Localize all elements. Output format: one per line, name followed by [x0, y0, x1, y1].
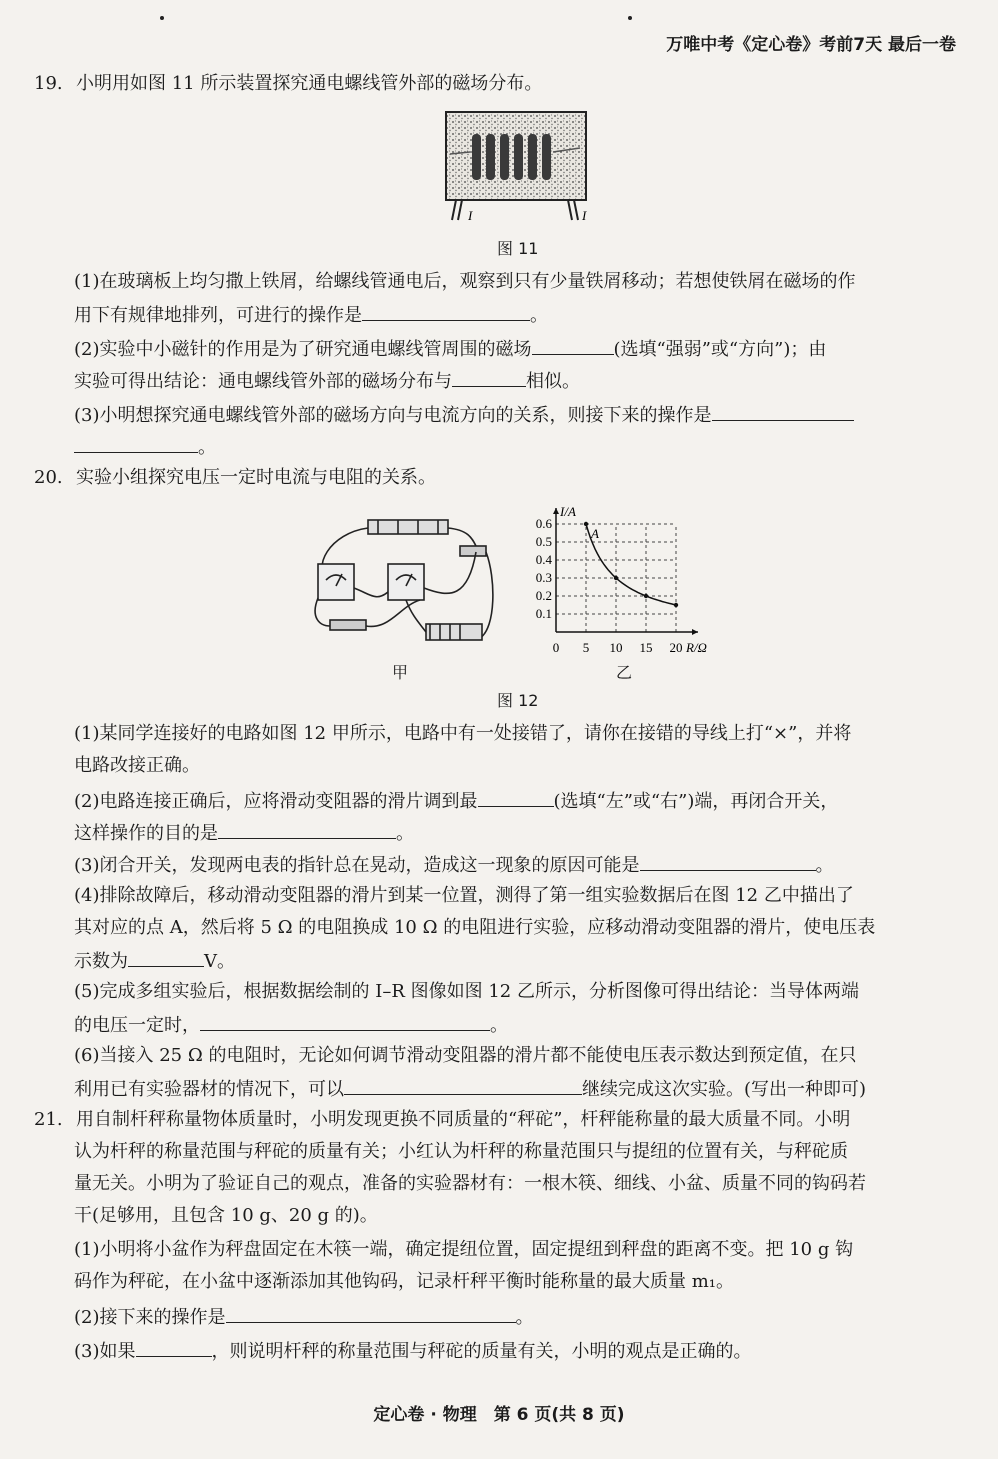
q20-part2-line1: (2)电路连接正确后，应将滑动变阻器的滑片调到最 (选填“左”或“右”)端，再闭合开关，: [74, 784, 958, 818]
q20-part1-line2: 电路改接正确。: [74, 755, 200, 776]
question-number: 19.: [34, 73, 63, 94]
figure-12-caption: 图 12: [497, 691, 539, 710]
q19-part1-line2: 用下有规律地排列，可进行的操作是 。: [74, 298, 958, 332]
q19-part2-line2: 实验可得出结论：通电螺线管外部的磁场分布与 相似。: [74, 364, 958, 398]
x-tick-label: 15: [639, 640, 653, 655]
q20-part2-line2: 这样操作的目的是 。: [74, 816, 958, 850]
figure-11-caption: 图 11: [497, 239, 539, 258]
y-tick-label: 0.3: [535, 570, 552, 585]
q21-part1-line1: (1)小明将小盆作为秤盘固定在木筷一端，确定提纽位置，固定提纽到秤盘的距离不变。把 10 g 钩: [74, 1239, 854, 1260]
q21-line3: 量无关。小明为了验证自己的观点，准备的实验器材有：一根木筷、细线、小盆、质量不同的钩码若: [74, 1173, 866, 1194]
answer-blank[interactable]: [200, 1008, 490, 1031]
question-number: 20.: [34, 467, 63, 488]
q20-part6-line2: 利用已有实验器材的情况下，可以 继续完成这次实验。(写出一种即可): [74, 1072, 958, 1106]
data-point: [614, 576, 618, 580]
q21-part3: (3)如果 ，则说明杆秤的称量范围与秤砣的质量有关，小明的观点是正确的。: [74, 1334, 958, 1368]
answer-blank[interactable]: [74, 430, 198, 453]
question-21-line1: 21. 用自制杆秤称量物体质量时，小明发现更换不同质量的“秤砣”，杆秤能称量的最大质量不同。小明: [34, 1104, 850, 1136]
q21-line2: 认为杆秤的称量范围与秤砣的质量有关；小红认为杆秤的称量范围只与提纽的位置有关，与秤砣质: [74, 1141, 848, 1162]
x-axis-arrow: [692, 629, 698, 635]
q20-part3: (3)闭合开关，发现两电表的指针总在晃动，造成这一现象的原因可能是 。: [74, 848, 958, 882]
solenoid-figure: [440, 108, 590, 228]
answer-blank[interactable]: [712, 398, 854, 421]
question-text: 小明用如图 11 所示装置探究通电螺线管外部的磁场分布。: [76, 73, 543, 94]
y-tick-label: 0.5: [535, 534, 552, 549]
y-tick-label: 0.1: [535, 606, 552, 621]
x-tick-label: 10: [609, 640, 623, 655]
q21-part2: (2)接下来的操作是 。: [74, 1300, 958, 1334]
answer-blank[interactable]: [136, 1334, 212, 1357]
figure-12-sub-a: 甲: [392, 663, 409, 682]
question-19-stem: [34, 68, 542, 100]
q19-part3-line1: (3)小明想探究通电螺线管外部的磁场方向与电流方向的关系，则接下来的操作是: [74, 398, 958, 432]
answer-blank[interactable]: [452, 364, 526, 387]
answer-blank[interactable]: [128, 944, 204, 967]
y-tick-label: 0.6: [535, 516, 552, 531]
answer-blank[interactable]: [344, 1072, 582, 1095]
current-label-left: I: [468, 208, 473, 223]
scan-speck: [160, 16, 164, 20]
question-number: 21.: [34, 1109, 63, 1130]
scan-speck: [628, 16, 632, 20]
y-tick-label: 0.2: [535, 588, 552, 603]
page-header: 万唯中考《定心卷》考前7天 最后一卷: [666, 35, 956, 55]
answer-blank[interactable]: [478, 784, 554, 807]
y-tick-label: 0.4: [535, 552, 552, 567]
question-text: 实验小组探究电压一定时电流与电阻的关系。: [76, 467, 436, 488]
q20-part4-line2: 其对应的点 A，然后将 5 Ω 的电阻换成 10 Ω 的电阻进行实验，应移动滑动变阻器的滑片，使电压表: [74, 917, 876, 938]
x-tick-label: 0: [552, 640, 560, 655]
page-footer: 定心卷 · 物理 第 6 页(共 8 页): [373, 1405, 625, 1425]
q20-part5-line2: 的电压一定时， 。: [74, 1008, 958, 1042]
q20-part4-line1: (4)排除故障后，移动滑动变阻器的滑片到某一位置，测得了第一组实验数据后在图 12 乙中描出了: [74, 885, 854, 906]
x-tick-label: 20: [669, 640, 683, 655]
figure-12-sub-b: 乙: [616, 663, 633, 682]
x-tick-label: 5: [582, 640, 590, 655]
question-20-stem: [34, 462, 436, 494]
answer-blank[interactable]: [362, 298, 530, 321]
data-point: [674, 603, 678, 607]
answer-blank[interactable]: [532, 332, 614, 355]
q20-part1-line1: (1)某同学连接好的电路如图 12 甲所示，电路中有一处接错了，请你在接错的导线上打“×”，并将: [74, 723, 852, 744]
q19-part2-line1: (2)实验中小磁针的作用是为了研究通电螺线管周围的磁场 (选填“强弱”或“方向”)；由: [74, 332, 958, 366]
current-label-right: I: [582, 208, 587, 223]
ir-graph: [518, 506, 738, 656]
q20-part4-line3: 示数为 V。: [74, 944, 958, 978]
q19-part1-line1: (1)在玻璃板上均匀撒上铁屑，给螺线管通电后，观察到只有少量铁屑移动；若想使铁屑在磁场的作: [74, 271, 856, 292]
x-axis-label: R/Ω: [686, 640, 707, 655]
answer-blank[interactable]: [218, 816, 396, 839]
point-a-label: A: [591, 526, 599, 541]
q21-part1-line2: 码作为秤砣，在小盆中逐渐添加其他钩码，记录杆秤平衡时能称量的最大质量 m₁。: [74, 1271, 735, 1292]
series-line: [586, 524, 676, 605]
data-point: [584, 522, 588, 526]
y-axis-arrow: [553, 508, 559, 514]
circuit-figure: [300, 508, 500, 658]
q19-part3-line2: 。: [74, 430, 958, 464]
answer-blank[interactable]: [226, 1300, 516, 1323]
q20-part5-line1: (5)完成多组实验后，根据数据绘制的 I–R 图像如图 12 乙所示，分析图像可得出结论：当导体两端: [74, 981, 859, 1002]
q21-line4: 干(足够用，且包含 10 g、20 g 的)。: [74, 1205, 378, 1226]
q20-part6-line1: (6)当接入 25 Ω 的电阻时，无论如何调节滑动变阻器的滑片都不能使电压表示数达到预定值，在只: [74, 1045, 857, 1066]
data-point: [644, 594, 648, 598]
y-axis-label: I/A: [560, 506, 576, 519]
answer-blank[interactable]: [640, 848, 816, 871]
